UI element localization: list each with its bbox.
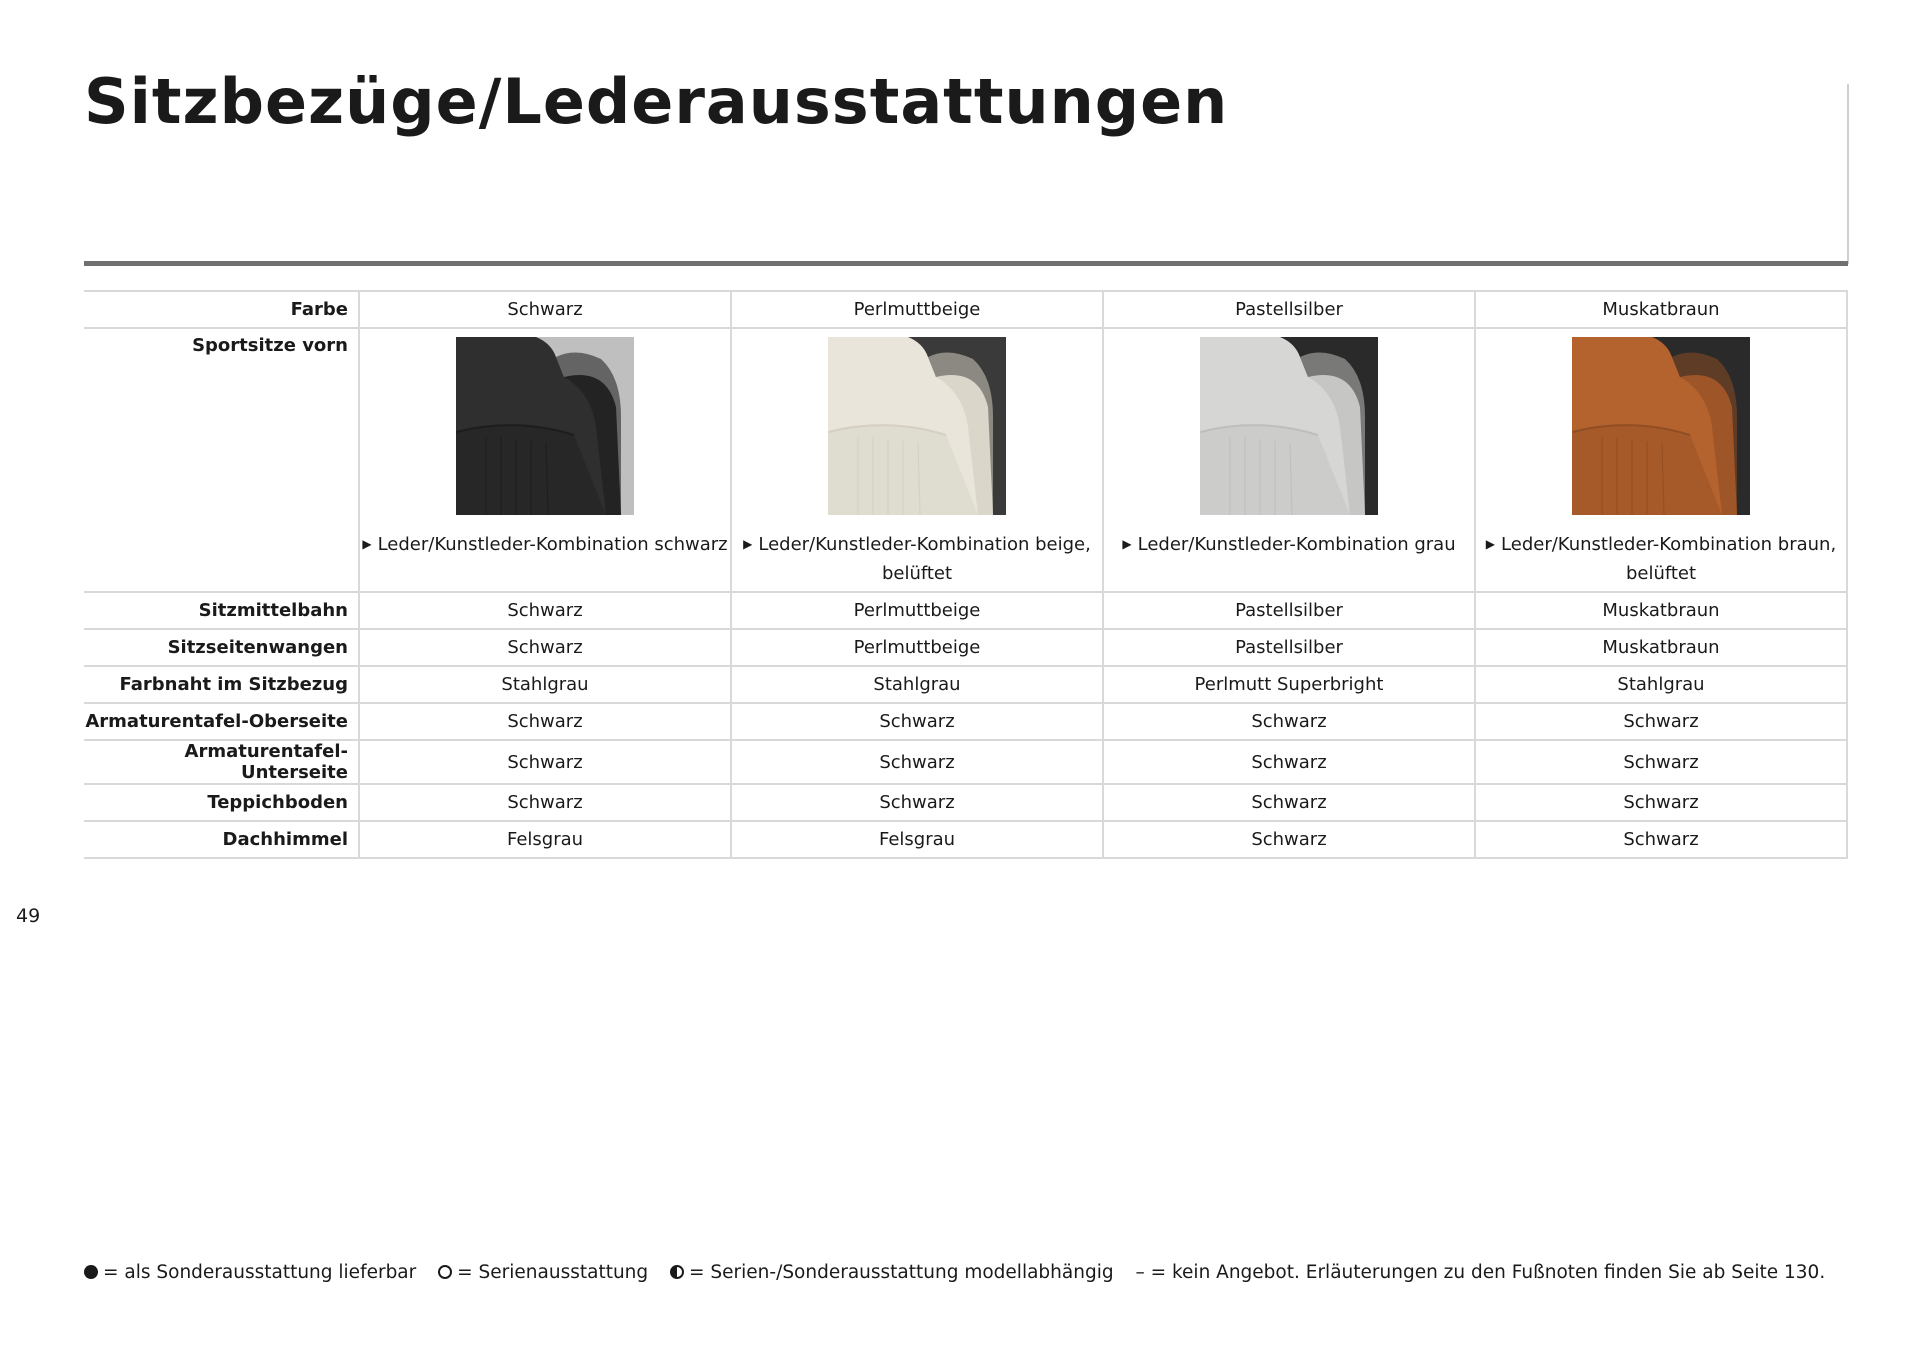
table-cell: Schwarz: [1475, 784, 1847, 821]
legend: [84, 1262, 1841, 1283]
half-circle-icon: [670, 1265, 684, 1279]
table-cell: Stahlgrau: [1475, 666, 1847, 703]
legend-text: – = kein Angebot. Erläuterungen zu den Fußnoten finden Sie ab Seite 130.: [1135, 1262, 1826, 1283]
page-number: 49: [16, 905, 41, 927]
table-cell: Muskatbraun: [1475, 629, 1847, 666]
table-cell: Schwarz: [359, 291, 731, 328]
table-cell: Schwarz: [731, 703, 1103, 740]
seat-description-text: Leder/Kunstleder-Kombination braun, belüftet: [1501, 534, 1837, 584]
table-cell: Schwarz: [1475, 740, 1847, 784]
legend-text: = Serien-/Sonderausstattung modellabhängig: [689, 1262, 1114, 1283]
table-cell: Pastellsilber: [1103, 592, 1475, 629]
seat-description: [1104, 531, 1474, 560]
title-divider: [84, 261, 1848, 266]
table-cell: Felsgrau: [359, 821, 731, 858]
table-row: [84, 740, 1847, 784]
triangle-bullet-icon: ▶: [362, 537, 372, 551]
table-row-sportsitze: [84, 328, 1847, 592]
equipment-table: [84, 290, 1848, 859]
right-divider: [1847, 84, 1849, 264]
seat-description-text: Leder/Kunstleder-Kombination schwarz: [377, 534, 728, 555]
table-cell: Pastellsilber: [1103, 629, 1475, 666]
table-cell: Schwarz: [1103, 784, 1475, 821]
seat-description: [360, 531, 730, 560]
table-cell: Schwarz: [359, 592, 731, 629]
triangle-bullet-icon: ▶: [1485, 537, 1496, 551]
table-cell: Muskatbraun: [1475, 291, 1847, 328]
table-cell: Pastellsilber: [1103, 291, 1475, 328]
row-label: Teppichboden: [84, 784, 359, 821]
row-label: Sitzmittelbahn: [84, 592, 359, 629]
legend-text: = Serienausstattung: [457, 1262, 649, 1283]
seat-image: [828, 337, 1006, 515]
table-cell: Schwarz: [359, 629, 731, 666]
triangle-bullet-icon: ▶: [1122, 537, 1132, 551]
table-cell: Perlmutt Superbright: [1103, 666, 1475, 703]
table-cell: Schwarz: [1103, 703, 1475, 740]
legend-item-optional: [84, 1262, 416, 1283]
table-cell: Schwarz: [1103, 821, 1475, 858]
row-label: Dachhimmel: [84, 821, 359, 858]
page-title: Sitzbezüge/Lederausstattungen: [84, 65, 1229, 138]
table-row-farbe: [84, 291, 1847, 328]
row-label: Sportsitze vorn: [84, 328, 359, 592]
table-cell: Schwarz: [359, 784, 731, 821]
table-row: [84, 592, 1847, 629]
table-cell: Perlmuttbeige: [731, 629, 1103, 666]
table-cell: Schwarz: [1475, 821, 1847, 858]
legend-item-model-dependent: [670, 1262, 1114, 1283]
row-label: Armaturentafel-Unterseite: [84, 740, 359, 784]
empty-circle-icon: [438, 1265, 452, 1279]
legend-text: = als Sonderausstattung lieferbar: [103, 1262, 417, 1283]
seat-image: [1200, 337, 1378, 515]
seat-description-text: Leder/Kunstleder-Kombination beige, belüftet: [758, 534, 1091, 584]
seat-cell: [359, 328, 731, 592]
seat-cell: [731, 328, 1103, 592]
table-cell: Schwarz: [1103, 740, 1475, 784]
row-label: Farbnaht im Sitzbezug: [84, 666, 359, 703]
table-row: [84, 784, 1847, 821]
seat-description: [1476, 531, 1846, 587]
filled-circle-icon: [84, 1265, 98, 1279]
triangle-bullet-icon: ▶: [743, 537, 753, 551]
seat-image: [456, 337, 634, 515]
table-cell: Schwarz: [359, 703, 731, 740]
seat-description: [732, 531, 1102, 587]
table-cell: Schwarz: [359, 740, 731, 784]
table-row: [84, 821, 1847, 858]
seat-description-text: Leder/Kunstleder-Kombination grau: [1137, 534, 1456, 555]
table-cell: Schwarz: [731, 740, 1103, 784]
legend-item-standard: [438, 1262, 648, 1283]
table-row: [84, 703, 1847, 740]
row-label: Farbe: [84, 291, 359, 328]
table-cell: Schwarz: [1475, 703, 1847, 740]
seat-image: [1572, 337, 1750, 515]
table-cell: Schwarz: [731, 784, 1103, 821]
table-cell: Stahlgrau: [359, 666, 731, 703]
table-row: [84, 629, 1847, 666]
table-cell: Perlmuttbeige: [731, 291, 1103, 328]
row-label: Armaturentafel-Oberseite: [84, 703, 359, 740]
table-cell: Felsgrau: [731, 821, 1103, 858]
table-cell: Perlmuttbeige: [731, 592, 1103, 629]
table-row: [84, 666, 1847, 703]
table-cell: Muskatbraun: [1475, 592, 1847, 629]
table-cell: Stahlgrau: [731, 666, 1103, 703]
legend-item-none: [1135, 1262, 1825, 1283]
row-label: Sitzseitenwangen: [84, 629, 359, 666]
seat-cell: [1103, 328, 1475, 592]
seat-cell: [1475, 328, 1847, 592]
